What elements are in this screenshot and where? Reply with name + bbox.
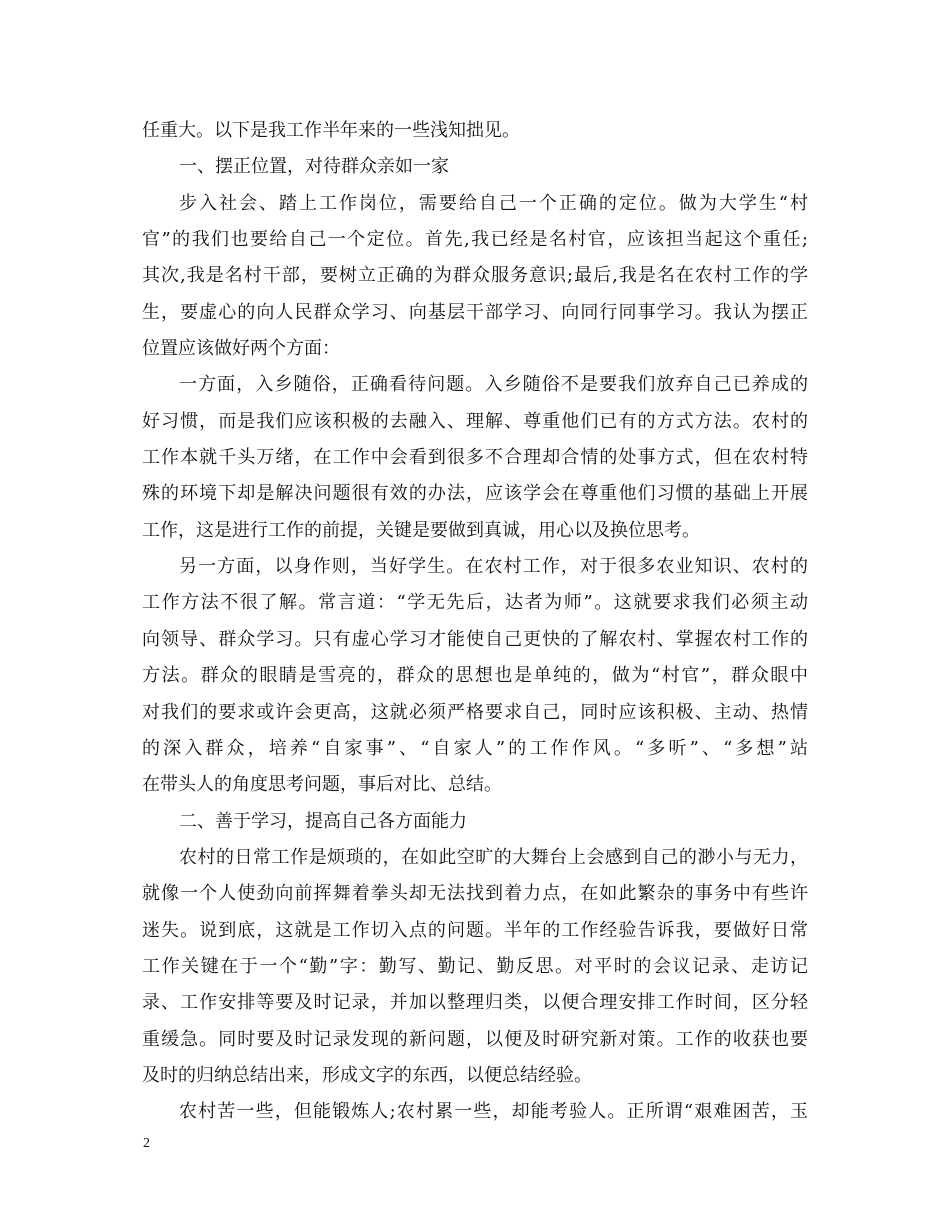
text-line: 工作，这是进行工作的前提，关键是要做到真诚，用心以及换位思考。 [142,519,700,541]
section-heading: 一、摆正位置，对待群众亲如一家 [179,156,449,178]
text-line: 向领导、群众学习。只有虚心学习才能使自己更快的了解农村、掌握农村工作的 [142,628,808,650]
text-line: 农村苦一些，但能锻炼人;农村累一些，却能考验人。正所谓“艰难困苦，玉 [179,1101,808,1123]
section-heading: 二、善于学习，提高自己各方面能力 [179,810,467,832]
text-line: 一方面，入乡随俗，正确看待问题。入乡随俗不是要我们放弃自己已养成的 [179,374,808,396]
text-line: 工作关键在于一个“勤”字：勤写、勤记、勤反思。对平时的会议记录、走访记 [142,955,808,977]
text-line: 及时的归纳总结出来，形成文字的东西，以便总结经验。 [142,1064,592,1086]
text-line: 方法。群众的眼睛是雪亮的，群众的思想也是单纯的，做为“村官”，群众眼中 [142,665,808,687]
text-line: 另一方面，以身作则，当好学生。在农村工作，对于很多农业知识、农村的 [179,556,808,578]
text-line: 迷失。说到底，这就是工作切入点的问题。半年的工作经验告诉我，要做好日常 [142,919,808,941]
text-line: 在带头人的角度思考问题，事后对比、总结。 [142,774,502,796]
text-line: 步入社会、踏上工作岗位，需要给自己一个正确的定位。做为大学生“村 [179,192,808,214]
text-line: 好习惯，而是我们应该积极的去融入、理解、尊重他们已有的方式方法。农村的 [142,410,808,432]
text-line: 重缓急。同时要及时记录发现的新问题，以便及时研究新对策。工作的收获也要 [142,1028,808,1050]
text-line: 的深入群众，培养“自家事”、“自家人”的工作作风。“多听”、“多想”站 [142,737,808,759]
text-line: 工作本就千头万绪，在工作中会看到很多不合理却合情的处事方式，但在农村特 [142,447,808,469]
page-number: 2 [143,1136,150,1151]
text-line: 就像一个人使劲向前挥舞着拳头却无法找到着力点，在如此繁杂的事务中有些许 [142,883,808,905]
text-line: 录、工作安排等要及时记录，并加以整理归类，以便合理安排工作时间，区分轻 [142,992,808,1014]
text-line: 其次,我是名村干部，要树立正确的为群众服务意识;最后,我是名在农村工作的学 [142,265,808,287]
document-body [142,113,808,1131]
text-line: 官”的我们也要给自己一个定位。首先,我已经是名村官，应该担当起这个重任; [142,229,808,251]
text-line: 对我们的要求或许会更高，这就必须严格要求自己，同时应该积极、主动、热情 [142,701,808,723]
text-line: 位置应该做好两个方面： [142,338,340,360]
text-line: 任重大。以下是我工作半年来的一些浅知拙见。 [142,120,520,141]
text-line: 生，要虚心的向人民群众学习、向基层干部学习、向同行同事学习。我认为摆正 [142,301,808,323]
text-line: 殊的环境下却是解决问题很有效的办法，应该学会在尊重他们习惯的基础上开展 [142,483,808,505]
text-line: 工作方法不很了解。常言道：“学无先后，达者为师”。这就要求我们必须主动 [142,592,808,614]
text-line: 农村的日常工作是烦琐的，在如此空旷的大舞台上会感到自己的渺小与无力， [179,846,808,868]
